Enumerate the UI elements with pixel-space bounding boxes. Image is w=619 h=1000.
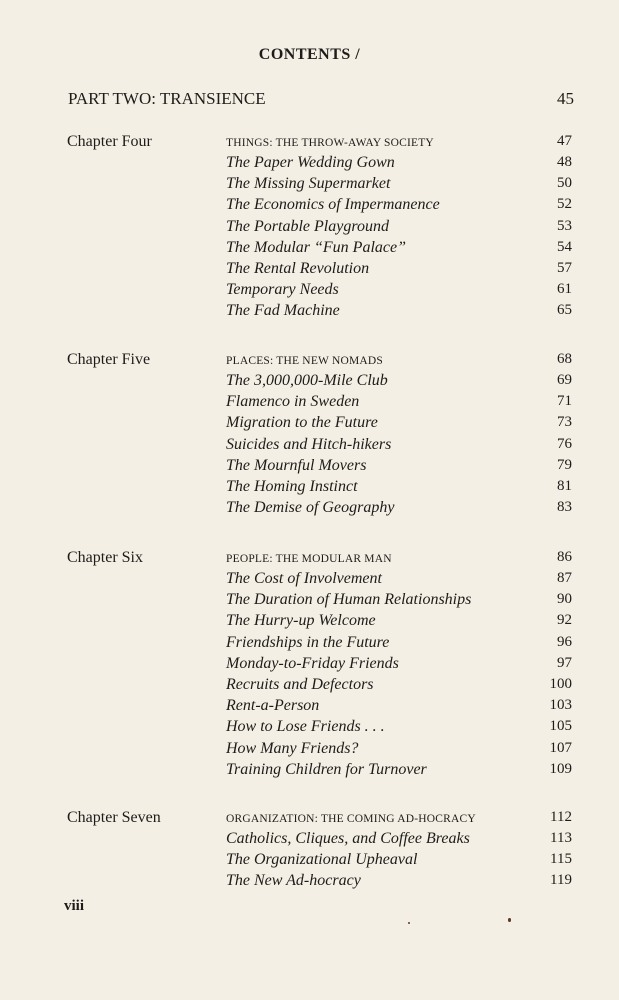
toc-entry-title: Flamenco in Sweden (226, 393, 360, 411)
toc-entry (226, 612, 572, 633)
toc-entry-page: 100 (549, 676, 572, 692)
part-title: PART TWO: TRANSIENCE (68, 89, 266, 108)
toc-entry-page: 81 (557, 478, 572, 494)
toc-entry (226, 676, 572, 697)
toc-entry-page: 109 (549, 760, 572, 777)
toc-entry-page: 96 (557, 633, 572, 650)
chapter-label: Chapter Four (67, 133, 152, 150)
toc-entry-title: The Demise of Geography (226, 499, 395, 517)
toc-entry-title: Training Children for Turnover (226, 760, 427, 778)
toc-entry-page: 53 (557, 217, 572, 234)
chapter-label: Chapter Seven (67, 809, 161, 826)
toc-entry-title: The Fad Machine (226, 302, 340, 320)
toc-entry-title: The Hurry-up Welcome (226, 612, 376, 630)
toc-entry-title: The Economics of Impermanence (226, 196, 440, 214)
toc-entry-title: Rent-a-Person (226, 697, 320, 715)
toc-entry-page: 83 (557, 499, 572, 516)
toc-entry (226, 740, 572, 761)
chapter-label: Chapter Six (67, 549, 143, 566)
toc-entry-title: Recruits and Defectors (226, 676, 374, 693)
toc-entry-title: The Mournful Movers (226, 456, 367, 474)
toc-entry (226, 393, 572, 414)
toc-entry-page: 119 (550, 872, 572, 889)
chapter-heading (226, 549, 572, 570)
toc-entry-title: The Duration of Human Relationships (226, 591, 472, 609)
chapter-heading (226, 809, 572, 830)
toc-entry-page: 50 (557, 175, 572, 192)
toc-entry-page: 103 (549, 697, 572, 714)
toc-entry-title: The Portable Playground (226, 217, 389, 235)
toc-entry-page: 65 (557, 302, 572, 319)
toc-entry-title: The Modular “Fun Palace” (226, 238, 406, 256)
toc-entry (226, 302, 572, 323)
part-heading (68, 89, 574, 109)
toc-entry (226, 260, 572, 281)
toc-entry-page: 48 (557, 154, 572, 170)
chapter-label: Chapter Five (67, 351, 151, 368)
chapter-heading (226, 351, 572, 372)
toc-entry-title: Suicides and Hitch-hikers (226, 435, 392, 453)
toc-entry-page: 87 (557, 570, 572, 586)
toc-entry-title: Migration to the Future (226, 414, 378, 432)
paper-speck (508, 918, 511, 922)
toc-entry (226, 570, 572, 591)
toc-entry-page: 107 (549, 739, 572, 756)
toc-entry-page: 61 (557, 281, 572, 298)
toc-entry (226, 457, 572, 478)
chapter-heading-page: 112 (550, 809, 572, 825)
toc-entry-title: Monday-to-Friday Friends (226, 654, 399, 672)
part-page-number: 45 (557, 89, 574, 108)
toc-entry (226, 851, 572, 872)
toc-entry (226, 718, 572, 739)
toc-entry-title: Temporary Needs (226, 281, 339, 299)
toc-entry (226, 761, 572, 782)
toc-entry (226, 830, 572, 851)
toc-entry (226, 154, 572, 175)
toc-entry (226, 634, 572, 655)
toc-entry-page: 115 (550, 851, 572, 868)
chapter-heading-title: ORGANIZATION: THE COMING AD-HOCRACY (226, 813, 476, 825)
toc-entry-title: How Many Friends? (226, 739, 359, 757)
toc-entry-page: 105 (549, 718, 572, 735)
toc-entry-title: The Homing Instinct (226, 478, 358, 495)
chapter-heading-title: PLACES: THE NEW NOMADS (226, 355, 383, 367)
toc-entry-page: 54 (557, 238, 572, 255)
chapter-heading-page: 68 (557, 351, 572, 367)
toc-entry-title: The Rental Revolution (226, 260, 370, 277)
toc-entry (226, 436, 572, 457)
toc-entry (226, 196, 572, 217)
toc-entry (226, 591, 572, 612)
chapter-heading-page: 86 (557, 549, 572, 565)
chapter-heading (226, 133, 572, 154)
toc-entry-page: 69 (557, 372, 572, 388)
toc-entry (226, 655, 572, 676)
toc-entry-title: The Paper Wedding Gown (226, 154, 395, 171)
toc-entry-title: How to Lose Friends . . . (226, 718, 385, 736)
toc-entry-title: The 3,000,000-Mile Club (226, 372, 388, 389)
toc-entry (226, 175, 572, 196)
chapter-heading-title: THINGS: THE THROW-AWAY SOCIETY (226, 137, 434, 149)
folio: viii (64, 898, 85, 914)
toc-entry-page: 52 (557, 196, 572, 213)
toc-entry (226, 872, 572, 893)
toc-entry (226, 499, 572, 520)
toc-entry-page: 90 (557, 591, 572, 608)
toc-entry (226, 478, 572, 499)
toc-entry-page: 57 (557, 260, 572, 276)
toc-entry (226, 697, 572, 718)
toc-entry (226, 239, 572, 260)
page-header: CONTENTS / (258, 46, 361, 63)
toc-entry-title: The Organizational Upheaval (226, 851, 418, 869)
toc-entry-title: The Cost of Involvement (226, 570, 382, 587)
toc-entry-page: 113 (550, 830, 572, 846)
toc-entry (226, 218, 572, 239)
toc-entry-page: 97 (557, 654, 572, 671)
chapter-heading-page: 47 (557, 133, 572, 149)
toc-entry-page: 73 (557, 414, 572, 431)
toc-entry-title: The New Ad-hocracy (226, 872, 361, 890)
toc-entry-page: 79 (557, 456, 572, 473)
toc-entry-page: 71 (557, 393, 572, 410)
toc-entry (226, 281, 572, 302)
chapter-heading-title: PEOPLE: THE MODULAR MAN (226, 553, 392, 565)
toc-entry-page: 76 (557, 435, 572, 452)
toc-entry-page: 92 (557, 612, 572, 629)
toc-entry (226, 372, 572, 393)
toc-entry-title: Catholics, Cliques, and Coffee Breaks (226, 830, 470, 847)
toc-entry-title: Friendships in the Future (226, 633, 390, 651)
toc-entry-title: The Missing Supermarket (226, 175, 391, 193)
paper-speck (408, 922, 410, 924)
toc-entry (226, 414, 572, 435)
